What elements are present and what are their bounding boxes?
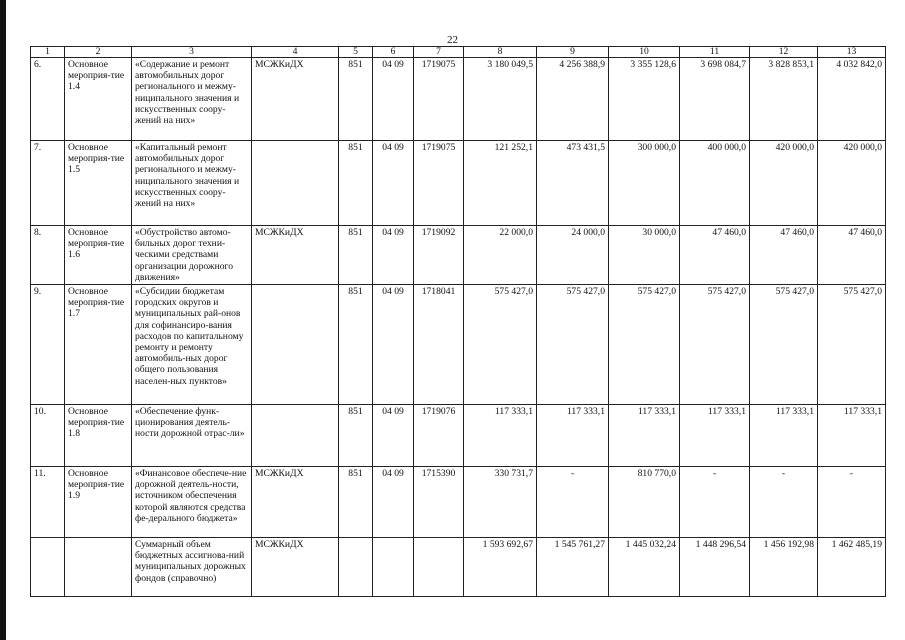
table-row [31, 467, 886, 538]
value-col-12: 1 456 192,98 [750, 538, 818, 597]
executor [252, 285, 339, 405]
table-row [31, 141, 886, 226]
value-col-9: 575 427,0 [537, 285, 609, 405]
value-col-13: 4 032 842,0 [818, 58, 886, 141]
value-col-12: - [750, 467, 818, 538]
measure-name: Суммарный объем бюджетных ассигнова-ний муниципальных дорожных фондов (справочно) [132, 538, 252, 597]
measure-type [65, 538, 132, 597]
value-col-9: 473 431,5 [537, 141, 609, 226]
column-header: 13 [818, 47, 886, 58]
executor: МСЖКиДХ [252, 538, 339, 597]
value-col-8: 3 180 049,5 [464, 58, 537, 141]
value-col-11: 575 427,0 [680, 285, 750, 405]
value-col-10: 575 427,0 [609, 285, 680, 405]
value-col-10: 300 000,0 [609, 141, 680, 226]
code-section: 04 09 [373, 467, 414, 538]
executor [252, 141, 339, 226]
value-col-8: 22 000,0 [464, 226, 537, 285]
value-col-8: 1 593 692,67 [464, 538, 537, 597]
column-header: 12 [750, 47, 818, 58]
value-col-11: 3 698 084,7 [680, 58, 750, 141]
row-number: 6. [31, 58, 65, 141]
code-section: 04 09 [373, 141, 414, 226]
code-target: 1719075 [414, 58, 464, 141]
code-section: 04 09 [373, 285, 414, 405]
column-header: 8 [464, 47, 537, 58]
value-col-10: 1 445 032,24 [609, 538, 680, 597]
measure-type: Основное мероприя-тие 1.9 [65, 467, 132, 538]
value-col-11: - [680, 467, 750, 538]
value-col-11: 1 448 296,54 [680, 538, 750, 597]
row-number: 11. [31, 467, 65, 538]
value-col-12: 575 427,0 [750, 285, 818, 405]
value-col-11: 117 333,1 [680, 405, 750, 467]
page-edge-bar [0, 0, 6, 640]
value-col-12: 47 460,0 [750, 226, 818, 285]
value-col-9: 117 333,1 [537, 405, 609, 467]
column-header: 9 [537, 47, 609, 58]
code-section: 04 09 [373, 226, 414, 285]
row-number [31, 538, 65, 597]
table-row [31, 58, 886, 141]
measure-type: Основное мероприя-тие 1.5 [65, 141, 132, 226]
column-header: 6 [373, 47, 414, 58]
code-target: 1715390 [414, 467, 464, 538]
executor: МСЖКиДХ [252, 58, 339, 141]
executor: МСЖКиДХ [252, 226, 339, 285]
value-col-12: 117 333,1 [750, 405, 818, 467]
value-col-13: 575 427,0 [818, 285, 886, 405]
row-number: 7. [31, 141, 65, 226]
measure-name: «Финансовое обеспече-ние дорожной деятель-ности, источником обеспечения которой являются средства фе-дерального бюджета» [132, 467, 252, 538]
code-section: 04 09 [373, 58, 414, 141]
table-row [31, 285, 886, 405]
value-col-8: 117 333,1 [464, 405, 537, 467]
column-header: 10 [609, 47, 680, 58]
column-header: 4 [252, 47, 339, 58]
measure-type: Основное мероприя-тие 1.8 [65, 405, 132, 467]
column-header: 3 [132, 47, 252, 58]
value-col-10: 3 355 128,6 [609, 58, 680, 141]
value-col-11: 400 000,0 [680, 141, 750, 226]
row-number: 10. [31, 405, 65, 467]
value-col-13: 47 460,0 [818, 226, 886, 285]
row-number: 9. [31, 285, 65, 405]
code-grbs: 851 [339, 58, 373, 141]
measure-name: «Капитальный ремонт автомобильных дорог регионального и межму-ниципального значения и искусственных соору-жений на них» [132, 141, 252, 226]
code-grbs: 851 [339, 285, 373, 405]
code-grbs: 851 [339, 226, 373, 285]
value-col-13: - [818, 467, 886, 538]
value-col-13: 117 333,1 [818, 405, 886, 467]
row-number: 8. [31, 226, 65, 285]
value-col-12: 3 828 853,1 [750, 58, 818, 141]
code-target: 1718041 [414, 285, 464, 405]
code-grbs: 851 [339, 141, 373, 226]
budget-table [30, 46, 886, 597]
column-header: 7 [414, 47, 464, 58]
table-row [31, 405, 886, 467]
code-target: 1719076 [414, 405, 464, 467]
table-row [31, 538, 886, 597]
measure-name: «Обеспечение функ-ционирования деятель-ности дорожной отрас-ли» [132, 405, 252, 467]
value-col-8: 121 252,1 [464, 141, 537, 226]
measure-name: «Обустройство автомо-бильных дорог техни-ческими средствами организации дорожного движения» [132, 226, 252, 285]
measure-type: Основное мероприя-тие 1.6 [65, 226, 132, 285]
code-grbs: 851 [339, 405, 373, 467]
value-col-13: 420 000,0 [818, 141, 886, 226]
value-col-11: 47 460,0 [680, 226, 750, 285]
column-number-row [31, 47, 886, 58]
executor [252, 405, 339, 467]
value-col-8: 330 731,7 [464, 467, 537, 538]
value-col-9: 4 256 388,9 [537, 58, 609, 141]
measure-type: Основное мероприя-тие 1.7 [65, 285, 132, 405]
value-col-10: 117 333,1 [609, 405, 680, 467]
value-col-10: 810 770,0 [609, 467, 680, 538]
value-col-9: 1 545 761,27 [537, 538, 609, 597]
code-target: 1719092 [414, 226, 464, 285]
value-col-12: 420 000,0 [750, 141, 818, 226]
value-col-9: 24 000,0 [537, 226, 609, 285]
column-header: 2 [65, 47, 132, 58]
value-col-9: - [537, 467, 609, 538]
code-target: 1719075 [414, 141, 464, 226]
value-col-13: 1 462 485,19 [818, 538, 886, 597]
value-col-10: 30 000,0 [609, 226, 680, 285]
executor: МСЖКиДХ [252, 467, 339, 538]
measure-name: «Субсидии бюджетам городских округов и муниципальных рай-онов для софинансиро-вания расходов по капитальному ремонту и ремонту автомобиль-ных дорог общего пользования населен-ных пунктов» [132, 285, 252, 405]
code-grbs [339, 538, 373, 597]
column-header: 11 [680, 47, 750, 58]
measure-type: Основное мероприя-тие 1.4 [65, 58, 132, 141]
table-row [31, 226, 886, 285]
code-section [373, 538, 414, 597]
column-header: 5 [339, 47, 373, 58]
code-section: 04 09 [373, 405, 414, 467]
value-col-8: 575 427,0 [464, 285, 537, 405]
code-target [414, 538, 464, 597]
measure-name: «Содержание и ремонт автомобильных дорог регионального и межму-ниципального значения и искусственных соору-жений на них» [132, 58, 252, 141]
code-grbs: 851 [339, 467, 373, 538]
page-number: 22 [447, 34, 458, 46]
column-header: 1 [31, 47, 65, 58]
